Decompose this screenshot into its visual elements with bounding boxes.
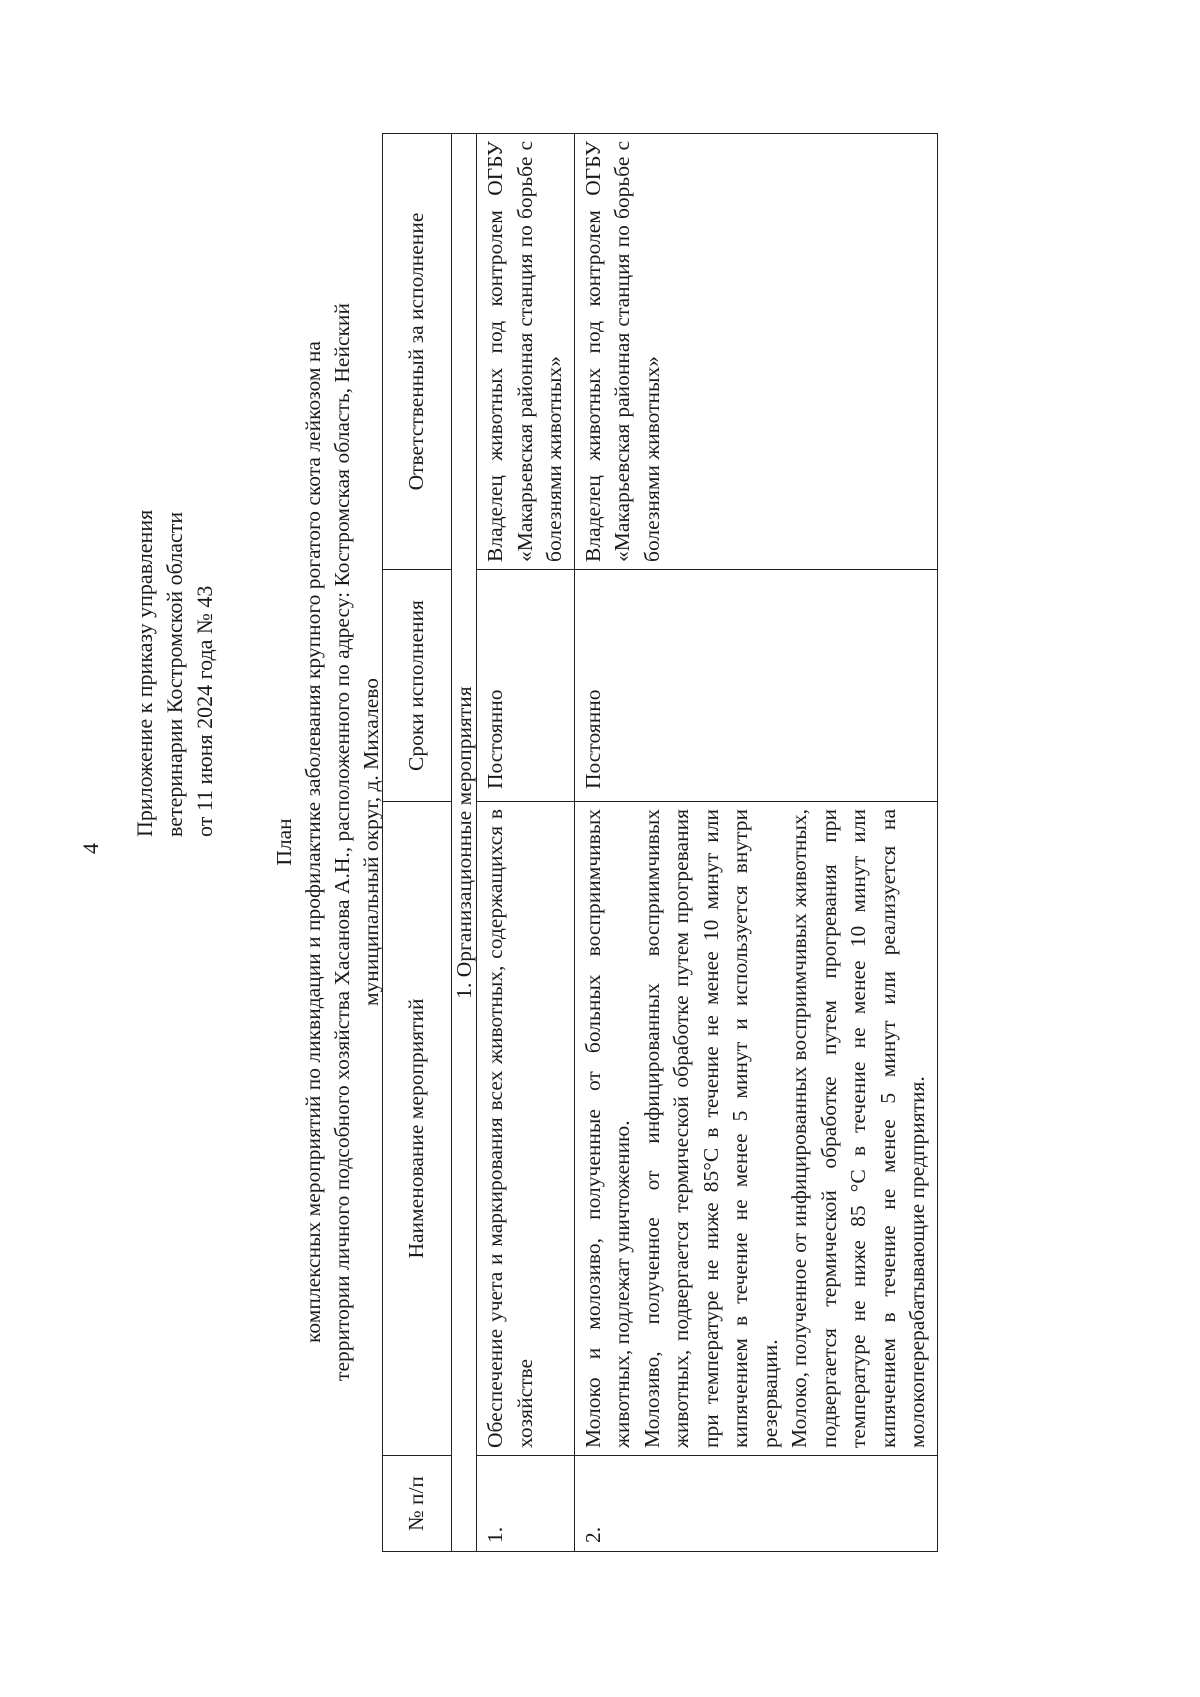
appendix-line: ветеринарии Костромской области [162, 511, 187, 837]
measure-responsible: Владелец животных под контролем ОГБУ «Макарьевская районная станция по борьбе с болезнями животных» [574, 134, 937, 570]
section-title: 1. Организационные мероприятия [452, 134, 477, 1552]
measure-paragraph: Молоко и молозиво, полученные от больных восприимчивых животных, подлежат уничтожению. [580, 809, 634, 1448]
header-num: № п/п [383, 1456, 452, 1552]
measure-paragraph: Молоко, полученное от инфицированных восприимчивых животных, подвергается термической обработке путем прогревания при температуре не ниже 85 °С в течение не менее 10 минут или кипячением в течение не менее 5 минут или реализуется на молокоперерабатывающие предприятия. [787, 809, 929, 1448]
measure-name: Обеспечение учета и маркирования всех животных, содержащихся в хозяйстве [477, 802, 575, 1456]
appendix-line: Приложение к приказу управления [132, 509, 157, 837]
row-number: 2. [574, 1456, 937, 1552]
page-number: 4 [78, 843, 103, 854]
header-term: Сроки исполнения [383, 570, 452, 802]
measure-responsible: Владелец животных под контролем ОГБУ «Макарьевская районная станция по борьбе с болезнями животных» [477, 134, 575, 570]
document-title [270, 137, 386, 1547]
row-number: 1. [477, 1456, 575, 1552]
header-name: Наименование мероприятий [383, 802, 452, 1456]
appendix-note [130, 277, 220, 837]
measure-paragraph: Молозиво, полученное от инфицированных восприимчивых животных, подвергается термической обработке путем прогревания при температуре не ниже 85°С в течение не менее 10 минут или кипячением в течение не менее 5 минут и используется внутри резервации. [639, 809, 782, 1448]
table-row [574, 134, 937, 1552]
appendix-line: от 11 июня 2024 года № 43 [192, 585, 217, 837]
title-heading: План [272, 818, 296, 866]
title-line: комплексных мероприятий по ликвидации и профилактике заболевания крупного рогатого скота лейкозом на [301, 341, 325, 1343]
table-header-row [383, 134, 452, 1552]
measure-term: Постоянно [477, 570, 575, 802]
title-line: муниципальный округ, д. Михалево [359, 677, 383, 1007]
title-line: территории личного подсобного хозяйства Хасанова А.Н., расположенного по адресу: Костромская область, Нейский [330, 303, 354, 1381]
measure-name [574, 802, 937, 1456]
header-resp: Ответственный за исполнение [383, 134, 452, 570]
measure-term: Постоянно [574, 570, 937, 802]
table-row [477, 134, 575, 1552]
measures-table [382, 133, 938, 1552]
section-row [452, 134, 477, 1552]
